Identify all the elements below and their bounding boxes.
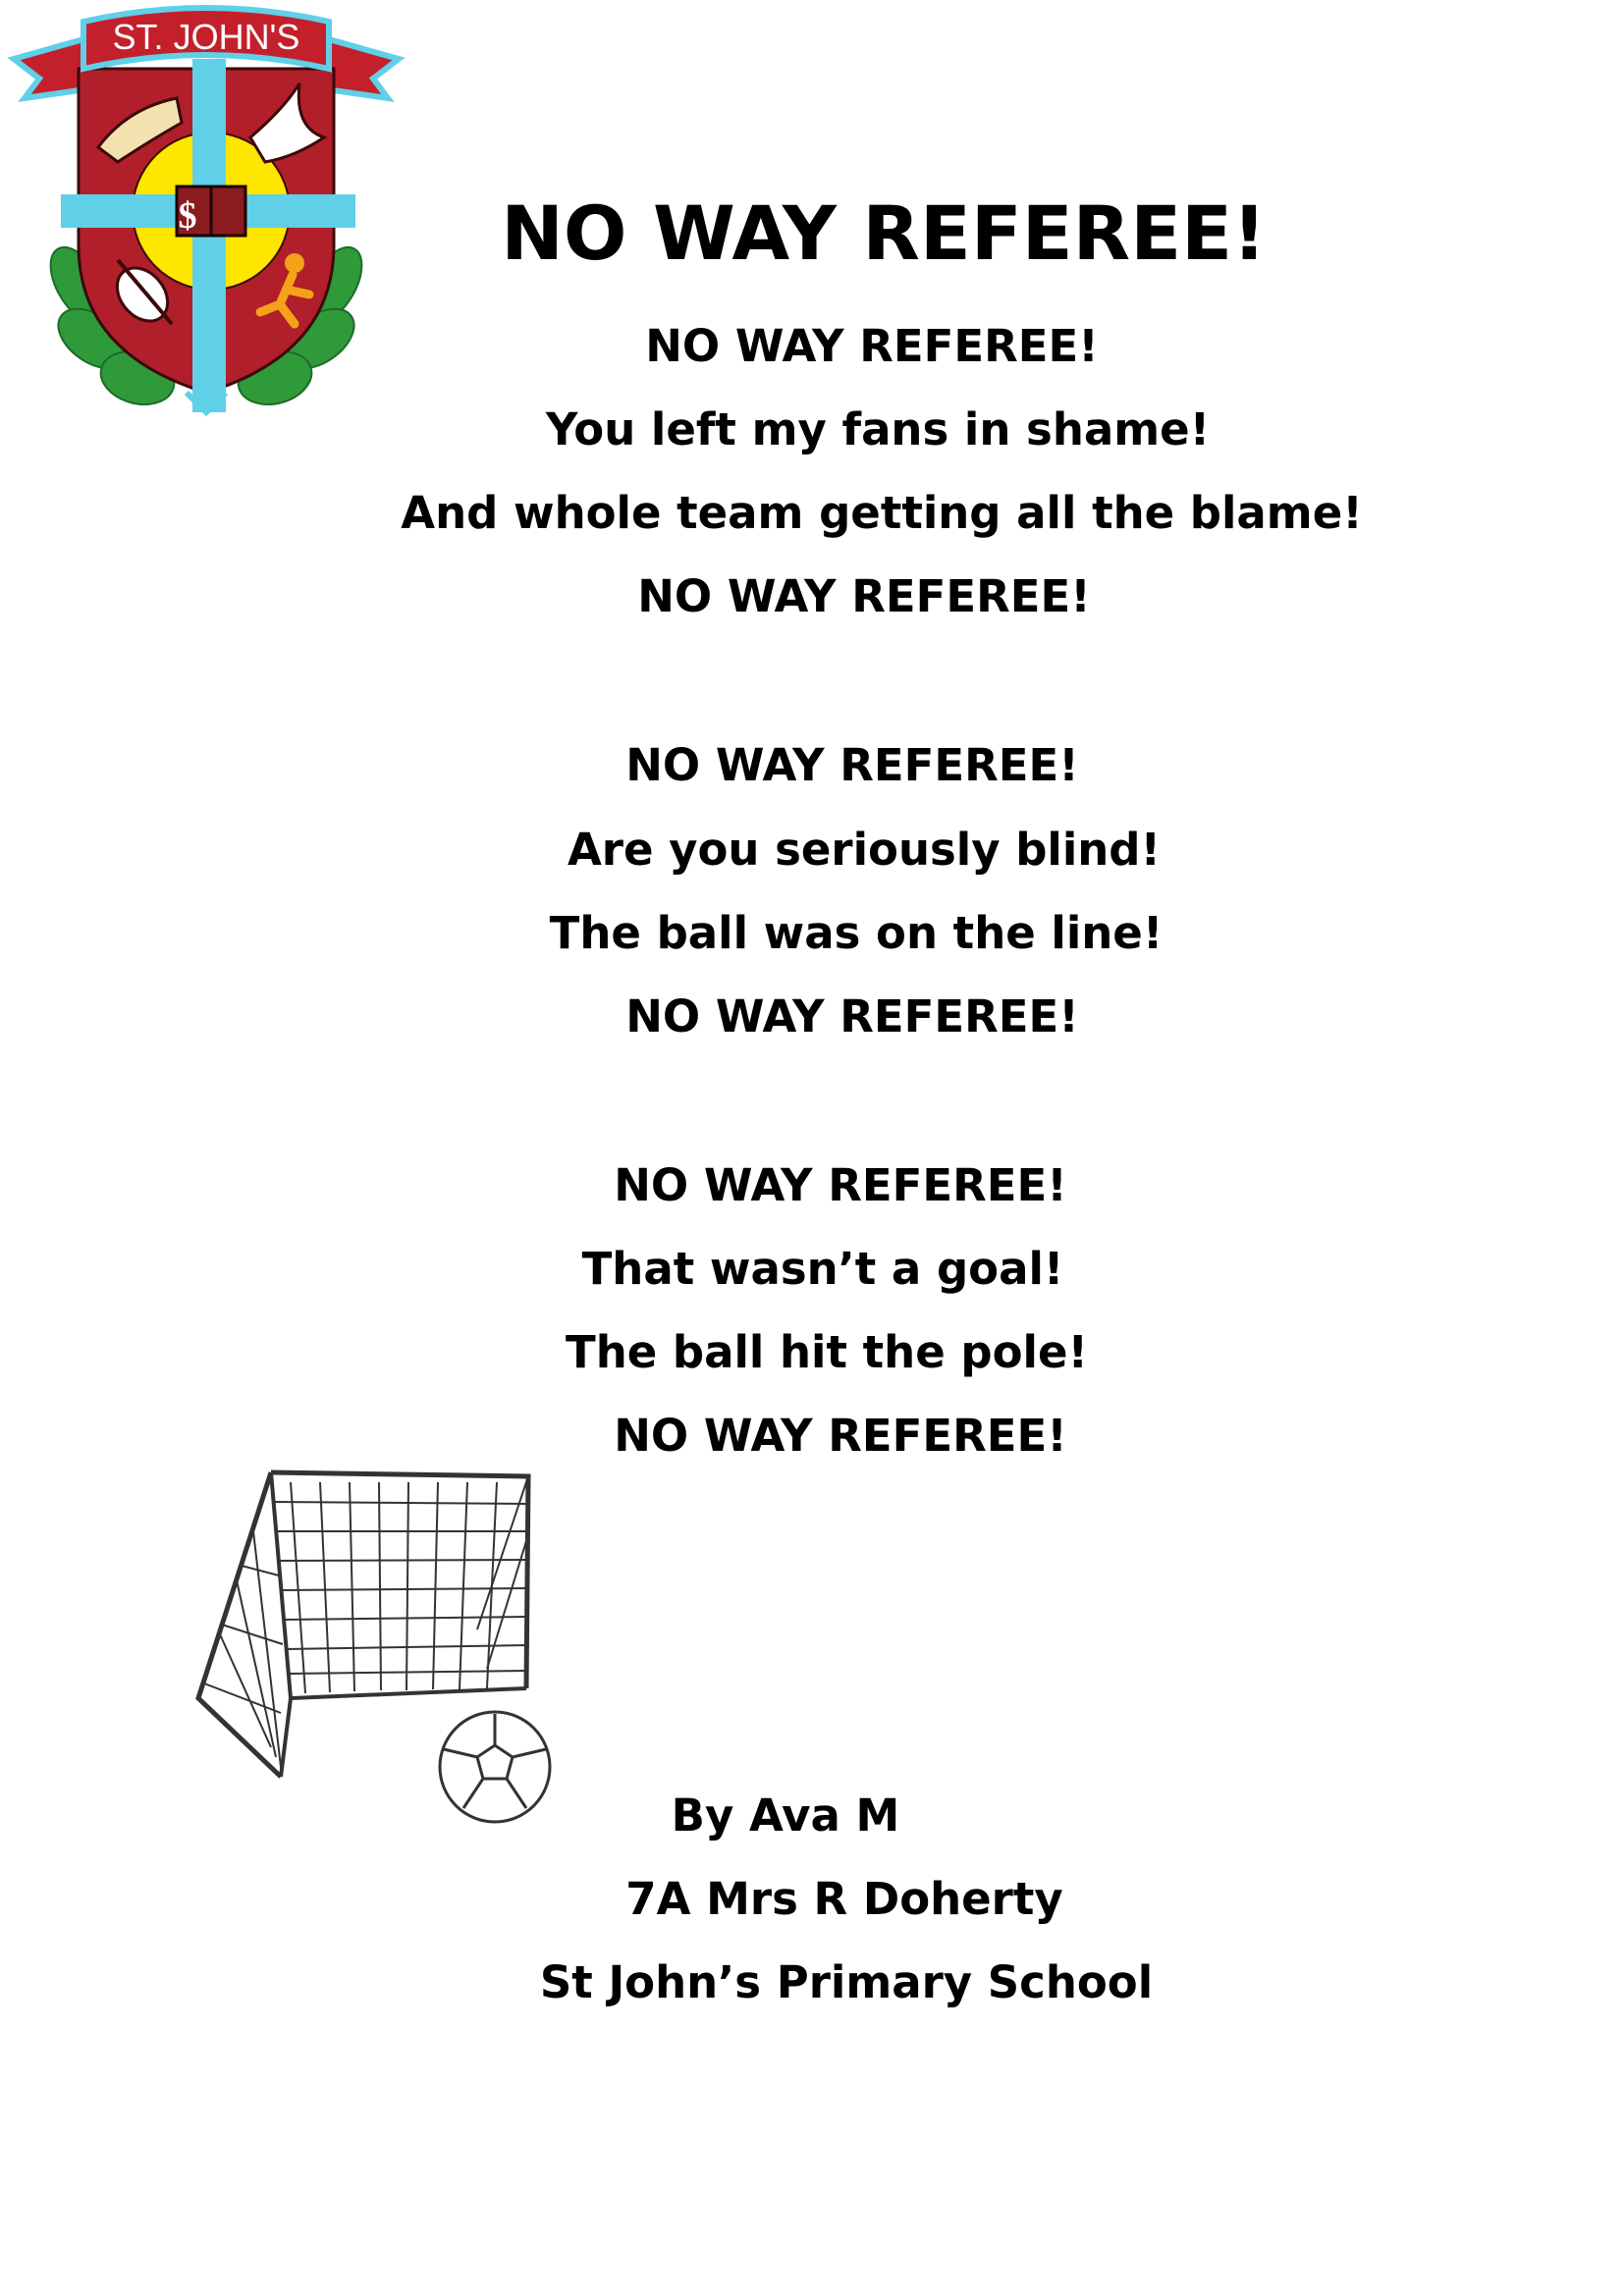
crest-banner-text: ST. JOHN'S bbox=[112, 17, 300, 57]
verse-2-line-2: Are you seriously blind! bbox=[567, 824, 1162, 876]
class-credit: 7A Mrs R Doherty bbox=[625, 1873, 1063, 1925]
football-icon bbox=[440, 1712, 550, 1822]
verse-1-line-2: You left my fans in shame! bbox=[545, 403, 1211, 455]
verse-1-line-3: And whole team getting all the blame! bbox=[401, 487, 1363, 539]
verse-2-line-4: NO WAY REFEREE! bbox=[625, 990, 1079, 1042]
author-credit: By Ava M bbox=[671, 1789, 900, 1842]
verse-1-line-4: NO WAY REFEREE! bbox=[637, 570, 1091, 622]
school-credit: St John’s Primary School bbox=[539, 1956, 1154, 2008]
crest-book-letters: $ bbox=[178, 195, 197, 237]
verse-1-line-1: NO WAY REFEREE! bbox=[645, 320, 1099, 372]
verse-3-line-3: The ball hit the pole! bbox=[566, 1326, 1088, 1378]
verse-2-line-1: NO WAY REFEREE! bbox=[625, 739, 1079, 791]
verse-3-line-4: NO WAY REFEREE! bbox=[614, 1410, 1067, 1462]
verse-3-line-2: That wasn’t a goal! bbox=[581, 1243, 1064, 1295]
verse-3-line-1: NO WAY REFEREE! bbox=[614, 1159, 1067, 1211]
poem-title: NO WAY REFEREE! bbox=[501, 189, 1267, 277]
goal-illustration bbox=[192, 1463, 566, 1836]
verse-2-line-3: The ball was on the line! bbox=[549, 907, 1164, 959]
